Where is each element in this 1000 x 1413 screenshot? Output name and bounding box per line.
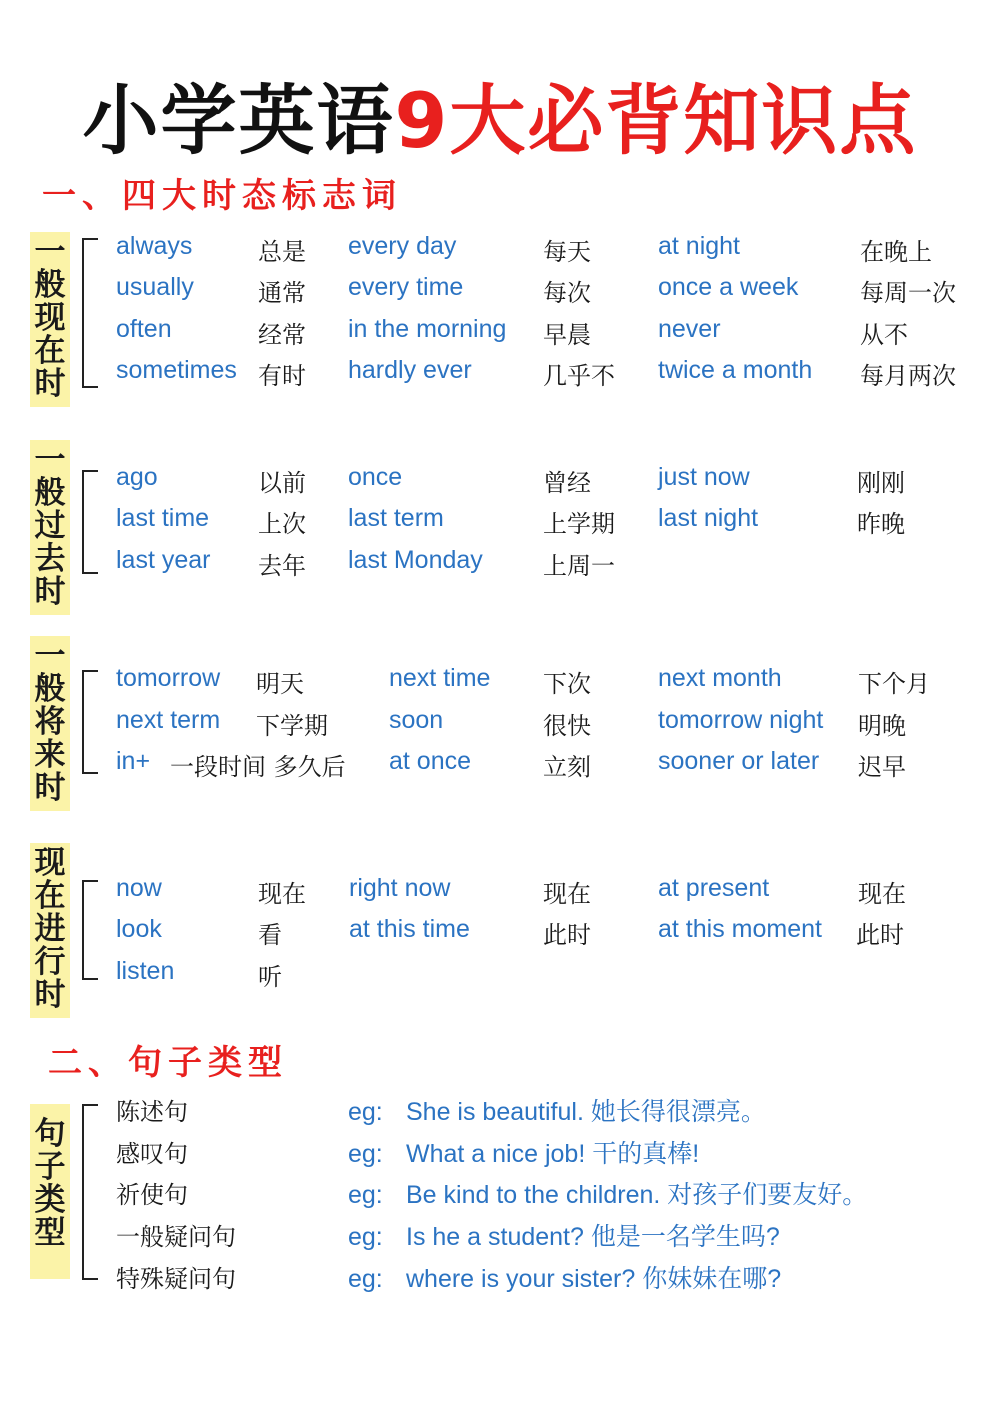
word-cn: 听 [258,963,282,991]
sentence-example: eg: She is beautiful. 她长得很漂亮。 [348,1098,766,1126]
tense-label-simple-future: 一 般 将 来 时 [30,636,70,811]
word-cn: 经常 [258,321,306,349]
word-en: last time [116,504,210,532]
word-en: next month [658,664,782,692]
word-cn: 早晨 [543,321,591,349]
word-cn: 现在 [258,880,306,908]
word-cn: 曾经 [543,469,591,497]
word-cn: 从不 [860,321,908,349]
sentence-example: eg: What a nice job! 干的真棒! [348,1140,700,1168]
word-en: last term [348,504,444,532]
word-cn: 刚刚 [857,469,905,497]
word-en: ago [116,463,158,491]
word-en: never [658,315,721,343]
sentence-example: eg: Is he a student? 他是一名学生吗? [348,1223,780,1251]
word-cn: 每月两次 [860,362,956,390]
sentence-type: 一般疑问句 [116,1223,236,1251]
word-cn: 每次 [543,279,591,307]
title-part-red: 9大必背知识点 [394,76,918,165]
section-heading-sentence-types: 二、句子类型 [48,1043,288,1083]
section-heading-tenses: 一、四大时态标志词 [42,176,402,216]
tense-label-simple-present: 一 般 现 在 时 [30,232,70,407]
word-cn: 通常 [258,279,306,307]
word-en: tomorrow [116,664,221,692]
title-part-black: 小学英语 [82,76,395,165]
word-cn: 几乎不 [543,362,615,390]
bracket [82,1104,98,1280]
word-cn: 迟早 [858,753,906,781]
bracket [82,670,98,774]
word-en: look [116,915,162,943]
word-en: at this moment [658,915,822,943]
word-en: at this time [349,915,470,943]
word-cn: 此时 [543,921,591,949]
sentence-types-label: 句 子 类 型 [30,1104,70,1279]
word-en: sometimes [116,356,237,384]
word-cn: 下个月 [858,670,930,698]
bracket [82,238,98,388]
sentence-type: 陈述句 [116,1098,188,1126]
word-cn: 一段时间 多久后 [170,753,346,781]
word-en: now [116,874,162,902]
word-en: tomorrow night [658,706,824,734]
word-cn: 明晚 [858,712,906,740]
word-en: last night [658,504,759,532]
word-en: in+ [116,747,151,775]
word-cn: 每周一次 [860,279,956,307]
word-cn: 现在 [858,880,906,908]
word-cn: 有时 [258,362,306,390]
word-cn: 上学期 [543,510,615,538]
word-en: right now [349,874,451,902]
word-en: at once [389,747,472,775]
word-cn: 下学期 [256,712,328,740]
word-en: just now [658,463,750,491]
word-en: sooner or later [658,747,820,775]
word-en: every day [348,232,457,260]
word-cn: 此时 [856,921,904,949]
word-en: often [116,315,172,343]
tense-label-simple-past: 一 般 过 去 时 [30,440,70,615]
word-cn: 总是 [258,238,306,266]
word-en: soon [389,706,444,734]
word-cn: 很快 [543,712,591,740]
sentence-type: 感叹句 [116,1140,188,1168]
word-en: once a week [658,273,799,301]
word-cn: 上次 [258,510,306,538]
word-en: at present [658,874,770,902]
word-cn: 上周一 [543,552,615,580]
word-en: in the morning [348,315,507,343]
bracket [82,880,98,980]
word-en: every time [348,273,464,301]
page-title [0,60,1000,169]
word-en: next time [389,664,491,692]
sentence-example: eg: Be kind to the children. 对孩子们要友好。 [348,1181,868,1209]
word-en: always [116,232,193,260]
word-en: at night [658,232,741,260]
word-cn: 在晚上 [860,238,932,266]
word-en: last Monday [348,546,483,574]
word-cn: 下次 [543,670,591,698]
sentence-type: 祈使句 [116,1181,188,1209]
word-en: next term [116,706,221,734]
word-cn: 每天 [543,238,591,266]
word-en: listen [116,957,175,985]
word-cn: 以前 [258,469,306,497]
sentence-type: 特殊疑问句 [116,1265,236,1293]
sentence-example: eg: where is your sister? 你妹妹在哪? [348,1265,782,1293]
word-en: twice a month [658,356,813,384]
word-cn: 看 [258,921,282,949]
word-cn: 明天 [256,670,304,698]
word-cn: 立刻 [543,753,591,781]
word-cn: 昨晚 [857,510,905,538]
word-en: usually [116,273,194,301]
tense-label-present-continuous: 现 在 进 行 时 [30,843,70,1018]
word-en: last year [116,546,211,574]
word-cn: 现在 [543,880,591,908]
word-en: hardly ever [348,356,472,384]
bracket [82,470,98,574]
word-cn: 去年 [258,552,306,580]
word-en: once [348,463,403,491]
